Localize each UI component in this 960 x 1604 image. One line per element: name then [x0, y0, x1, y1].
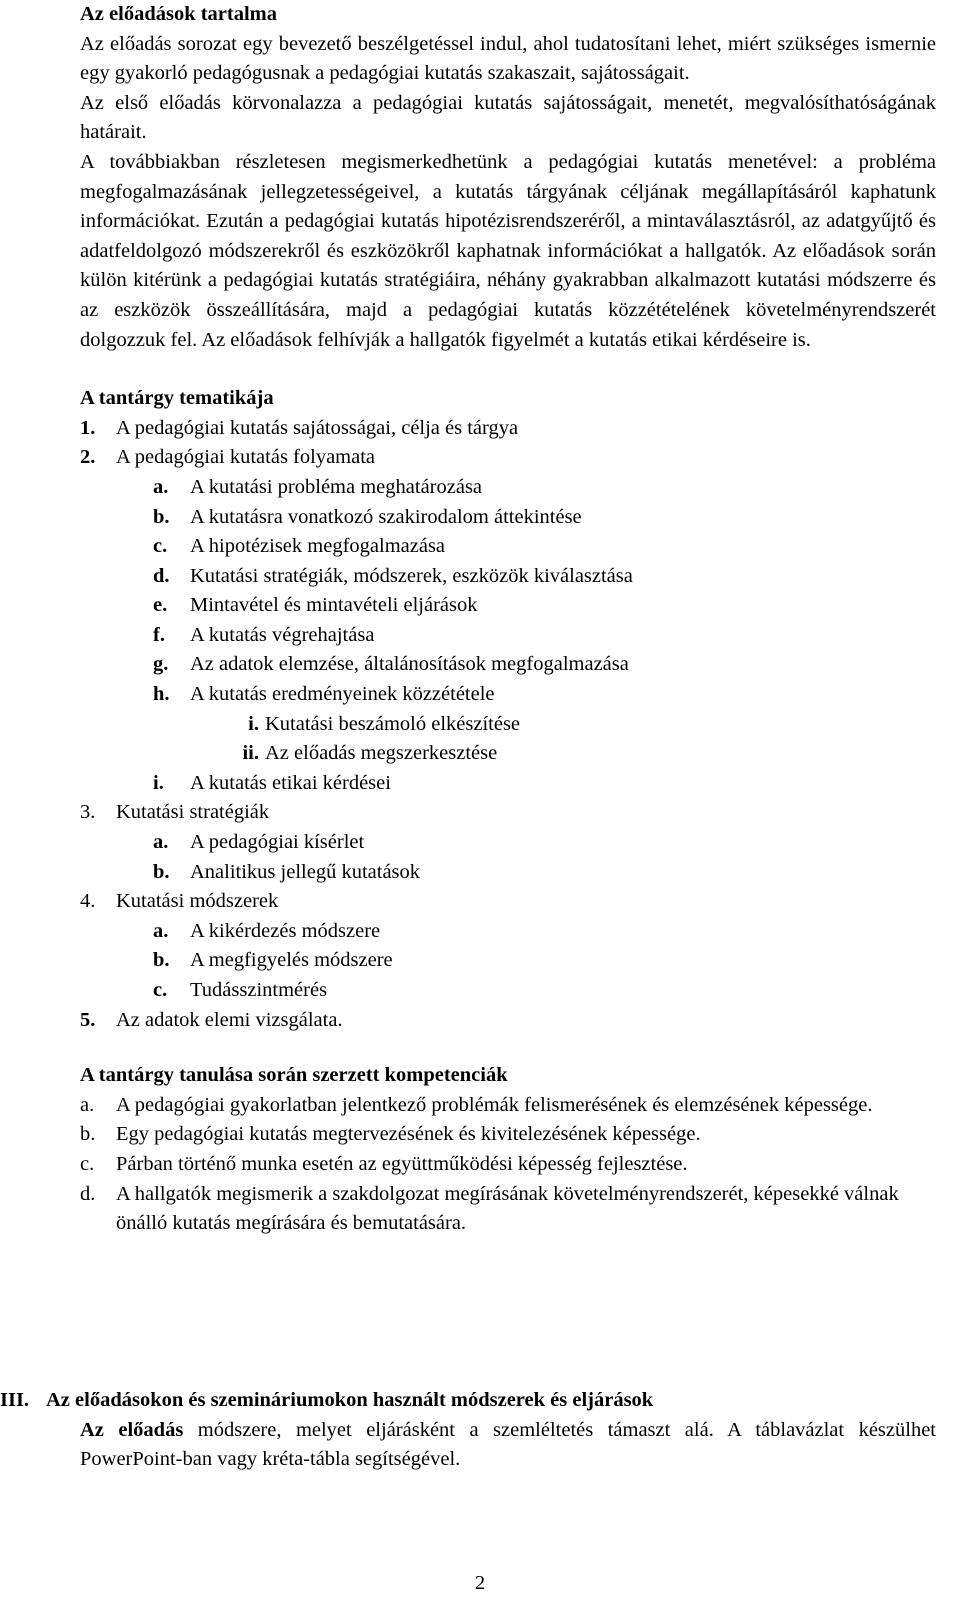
thematics-item [80, 650, 936, 680]
thematics-list [80, 414, 936, 1035]
thematics-item-text: A pedagógiai kutatás sajátosságai, célja és tárgya [116, 416, 519, 439]
thematics-item-text: A pedagógiai kísérlet [190, 831, 365, 854]
thematics-item [80, 414, 936, 444]
thematics-item-text: Tudásszintmérés [190, 979, 328, 1001]
thematics-item-text: Mintavétel és mintavételi eljárások [190, 594, 478, 617]
lectures-heading: Az előadások tartalma [80, 3, 278, 25]
thematics-item [80, 798, 936, 828]
competence-item [80, 1120, 936, 1150]
thematics-item [80, 503, 936, 533]
section-3-title: Az előadásokon és szemináriumokon használt módszerek és eljárások [46, 1389, 654, 1411]
competence-item-text: Párban történő munka esetén az együttműködési képesség fejlesztése. [116, 1152, 688, 1175]
thematics-item-text: Kutatási stratégiák [116, 801, 270, 824]
thematics-item-number: 2. [80, 446, 96, 469]
thematics-item [80, 976, 936, 1006]
document-page [80, 0, 936, 1239]
competence-item [80, 1150, 936, 1180]
thematics-item-text: Kutatási beszámoló elkészítése [265, 712, 521, 735]
thematics-item [80, 1006, 936, 1036]
thematics-item-text: A kikérdezés módszere [190, 919, 381, 942]
thematics-item-text: A kutatás végrehajtása [190, 623, 375, 646]
thematics-item-text: Az adatok elemzése, általánosítások megfogalmazása [190, 653, 629, 676]
competence-item-letter: a. [80, 1093, 95, 1116]
competence-item [80, 1091, 936, 1121]
thematics-item-text: A pedagógiai kutatás folyamata [116, 446, 376, 469]
competence-item-letter: b. [80, 1123, 96, 1146]
thematics-item-number: 3. [80, 801, 96, 824]
thematics-item-number: c. [153, 535, 168, 558]
thematics-item-text: Analitikus jellegű kutatások [190, 860, 421, 883]
competence-item-letter: c. [80, 1152, 95, 1175]
thematics-item-text: A kutatás etikai kérdései [190, 771, 391, 794]
thematics-heading: A tantárgy tematikája [80, 387, 274, 410]
thematics-item-number: 4. [80, 890, 96, 913]
competences-heading: A tantárgy tanulása során szerzett kompetenciák [80, 1064, 508, 1087]
thematics-item [80, 887, 936, 917]
thematics-item-number: a. [153, 831, 169, 854]
thematics-item-number: c. [153, 979, 168, 1001]
thematics-item [80, 680, 936, 710]
thematics-item [80, 917, 936, 947]
thematics-item-number: b. [153, 949, 170, 972]
thematics-item-number: f. [153, 623, 165, 646]
thematics-item [80, 591, 936, 621]
thematics-item [80, 828, 936, 858]
section-3-title-row [0, 1386, 936, 1416]
thematics-item [80, 443, 936, 473]
thematics-item [80, 858, 936, 888]
thematics-item-text: A kutatás eredményeinek közzététele [190, 683, 495, 706]
thematics-item-number: ii. [242, 742, 259, 765]
thematics-item [80, 621, 936, 651]
thematics-item-number: a. [153, 475, 169, 498]
thematics-item-text: Kutatási módszerek [116, 890, 279, 913]
thematics-item-number: i. [248, 712, 259, 735]
thematics-item-number: 5. [80, 1008, 96, 1031]
thematics-item [80, 769, 936, 799]
competence-item [80, 1180, 936, 1239]
competence-item-letter: d. [80, 1182, 96, 1205]
thematics-item-number: a. [153, 919, 169, 942]
intro-paragraph-1: Az előadás sorozat egy bevezető beszélgetéssel indul, ahol tudatosítani lehet, miért szükséges ismernie egy gyakorló pedagógusnak a pedagógiai kutatás szakaszait, sajátosságait. [80, 32, 936, 85]
thematics-item-number: 1. [80, 416, 96, 439]
thematics-item-number: b. [153, 860, 170, 883]
section-3-text: módszere, melyet eljárásként a szemléltetés támaszt alá. A táblavázlat készülhet PowerPoint-ban vagy kréta-tábla segítségével. [80, 1418, 936, 1471]
thematics-item-number: d. [153, 564, 170, 587]
thematics-item [80, 710, 936, 740]
page-number: 2 [474, 1572, 486, 1594]
thematics-item-text: A kutatásra vonatkozó szakirodalom áttekintése [190, 505, 582, 528]
competences-list [80, 1091, 936, 1239]
thematics-item [80, 739, 936, 769]
competence-item-text: A hallgatók megismerik a szakdolgozat megírásának követelményrendszerét, képesekké válnak önálló kutatás megírására és bemutatására. [116, 1182, 899, 1235]
thematics-item-text: A hipotézisek megfogalmazása [190, 535, 446, 558]
intro-paragraph-3: A továbbiakban részletesen megismerkedhetünk a pedagógiai kutatás menetével: a probléma megfogalmazásának jellegzetességeivel, a kutatás tárgyának céljának megállapításáról kaphatunk információkat. Ezután a pedagógiai kutatás hipotézisrendszeréről, a mintaválasztásról, az adatgyűjtő és adatfeldolgozó módszerekről és eszközökről kaphatnak információkat a hallgatók. Az előadások során külön kitérünk a pedagógiai kutatás stratégiáira, néhány gyakrabban alkalmazott kutatási módszerre és az eszközök összeállítására, majd a pedagógiai kutatás közzétételének követelményrendszerét dolgozzuk fel. Az előadások felhívják a hallgatók figyelmét a kutatás etikai kérdéseire is. [80, 150, 936, 351]
thematics-item-text: Kutatási stratégiák, módszerek, eszközök kiválasztása [190, 564, 633, 587]
competence-item-text: Egy pedagógiai kutatás megtervezésének és kivitelezésének képessége. [116, 1123, 701, 1146]
thematics-item-text: Az adatok elemi vizsgálata. [116, 1008, 343, 1031]
thematics-item [80, 473, 936, 503]
competence-item-text: A pedagógiai gyakorlatban jelentkező problémák felismerésének és elemzésének képessége. [116, 1093, 873, 1116]
thematics-item-number: b. [153, 505, 170, 528]
thematics-item-number: e. [153, 594, 168, 617]
thematics-item-number: g. [153, 653, 169, 676]
thematics-item-number: i. [153, 771, 164, 794]
thematics-item [80, 946, 936, 976]
thematics-item [80, 532, 936, 562]
thematics-item-text: Az előadás megszerkesztése [265, 742, 498, 765]
section-3-body [0, 1416, 936, 1475]
intro-paragraph-2: Az első előadás körvonalazza a pedagógiai kutatás sajátosságait, menetét, megvalósíthatóságának határait. [80, 91, 936, 144]
section-3-lead: Az előadás [80, 1418, 184, 1441]
section-3-roman-numeral: III. [0, 1389, 30, 1411]
section-3 [0, 1386, 936, 1475]
thematics-item-text: A megfigyelés módszere [190, 949, 393, 972]
thematics-item-text: A kutatási probléma meghatározása [190, 475, 483, 498]
thematics-item-number: h. [153, 683, 170, 706]
thematics-item [80, 562, 936, 592]
